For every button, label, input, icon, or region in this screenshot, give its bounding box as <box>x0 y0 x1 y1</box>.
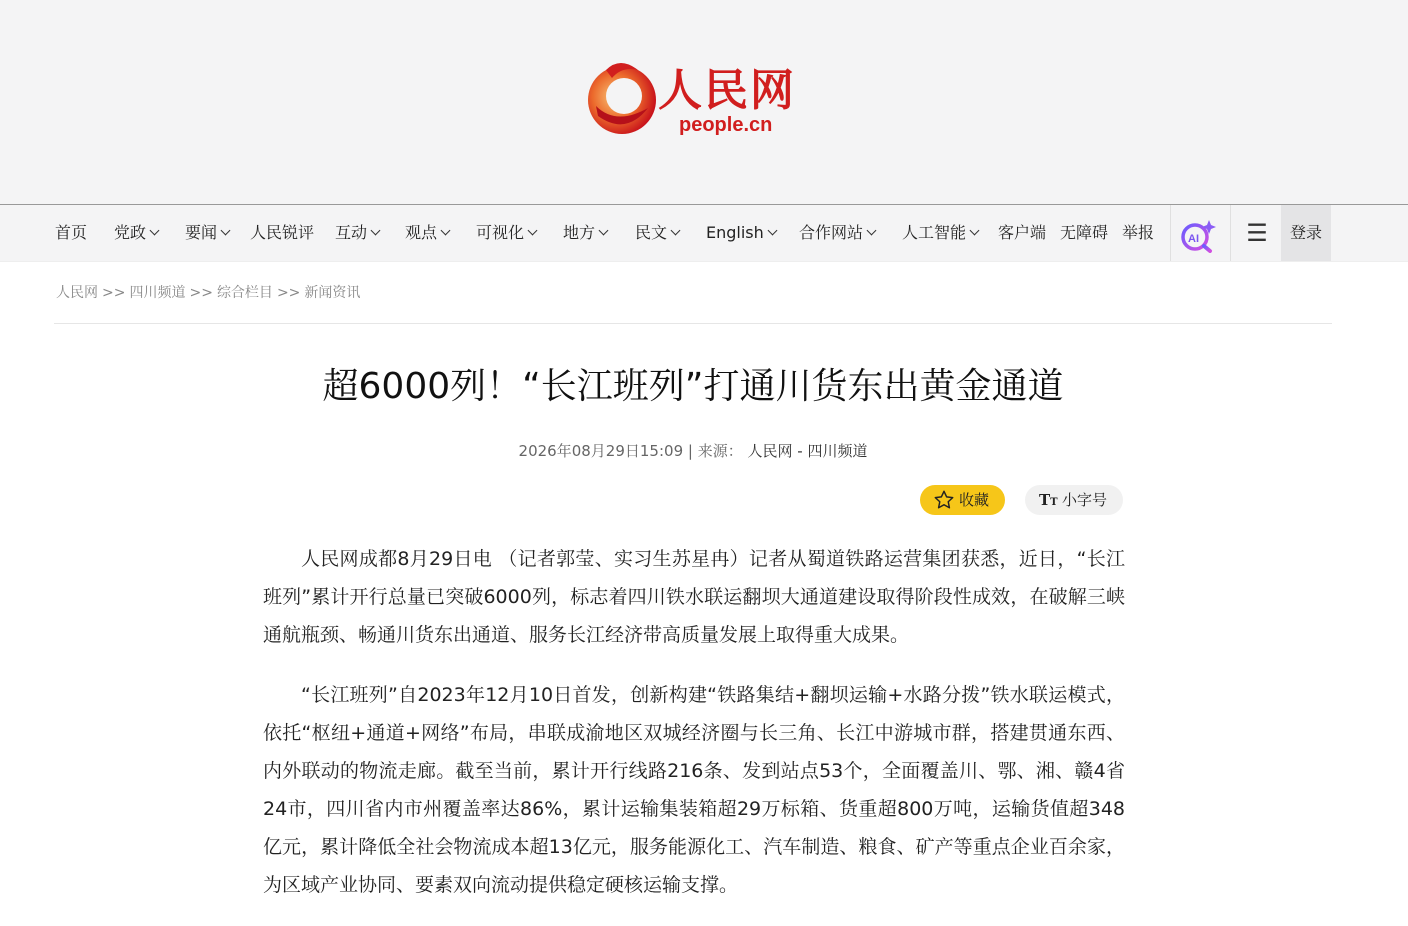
nav-item-minority-languages[interactable] <box>635 205 679 261</box>
favorite-button[interactable] <box>920 485 1005 515</box>
chevron-down-icon <box>671 226 681 236</box>
article-title: 超6000列！“长江班列”打通川货东出黄金通道 <box>322 366 1064 407</box>
logo-mark-icon <box>586 60 658 136</box>
breadcrumb-link-news[interactable]: 新闻资讯 <box>304 285 361 301</box>
breadcrumb-separator: >> <box>102 285 126 301</box>
article-datetime: 2026年08月29日15:09 <box>518 442 684 460</box>
chevron-down-icon <box>970 226 980 236</box>
nav-item-label: English <box>706 223 764 242</box>
login-button[interactable]: 登录 <box>1281 205 1331 261</box>
nav-item-label: 无障碍 <box>1060 223 1109 242</box>
nav-item-news[interactable] <box>185 205 229 261</box>
article-source-link[interactable]: 人民网 - 四川频道 <box>747 442 868 460</box>
chevron-down-icon <box>767 226 777 236</box>
chevron-down-icon <box>441 226 451 236</box>
nav-item-label: 民文 <box>635 223 668 242</box>
nav-item-label: 举报 <box>1122 223 1155 242</box>
breadcrumb <box>56 282 360 302</box>
chevron-down-icon <box>150 226 160 236</box>
nav-item-label: 人民锐评 <box>250 223 315 242</box>
nav-item-politics[interactable] <box>114 205 158 261</box>
nav-item-label: 人工智能 <box>902 223 967 242</box>
article-paragraph: 人民网成都8月29日电 （记者郭莹、实习生苏星冉）记者从蜀道铁路运营集团获悉，近日，“长江班列”累计开行总量已突破6000列，标志着四川铁水联运翻坝大通道建设取得阶段性成效，在破解三峡通航瓶颈、畅通川货东出通道、服务长江经济带高质量发展上取得重大成果。 <box>263 548 1125 646</box>
nav-item-label: 地方 <box>563 223 596 242</box>
breadcrumb-link-general[interactable]: 综合栏目 <box>216 285 273 301</box>
chevron-down-icon <box>599 226 609 236</box>
hamburger-menu-icon[interactable]: ☰ <box>1246 219 1268 247</box>
ai-search-icon[interactable] <box>1178 217 1218 253</box>
nav-item-ai[interactable] <box>902 205 978 261</box>
nav-item-visualization[interactable] <box>476 205 536 261</box>
svg-text:AI: AI <box>1188 233 1199 245</box>
breadcrumb-link-home[interactable]: 人民网 <box>56 285 98 301</box>
nav-item-english[interactable] <box>706 205 776 261</box>
breadcrumb-link-sichuan[interactable]: 四川频道 <box>129 285 186 301</box>
favorite-label: 收藏 <box>959 491 990 509</box>
star-icon <box>933 489 955 511</box>
chevron-down-icon <box>221 226 231 236</box>
nav-item-label: 可视化 <box>476 223 525 242</box>
nav-item-local[interactable] <box>563 205 607 261</box>
nav-item-home[interactable] <box>55 205 87 261</box>
nav-divider <box>1230 205 1231 261</box>
nav-item-label: 合作网站 <box>799 223 864 242</box>
breadcrumb-separator: >> <box>189 285 213 301</box>
font-size-button[interactable] <box>1025 485 1123 515</box>
nav-divider <box>1170 205 1171 261</box>
article-body <box>263 540 1125 926</box>
nav-item-label: 互动 <box>335 223 368 242</box>
chevron-down-icon <box>867 226 877 236</box>
people-cn-logo[interactable] <box>586 58 806 144</box>
article-paragraph: “长江班列”自2023年12月10日首发，创新构建“铁路集结+翻坝运输+水路分拨”铁水联运模式，依托“枢纽+通道+网络”布局，串联成渝地区双城经济圈与长三角、长江中游城市群，搭建贯通东西、内外联动的物流走廊。截至当前，累计开行线路216条、发到站点53个，全面覆盖川、鄂、湘、赣4省24市，四川省内市州覆盖率达86%，累计运输集装箱超29万标箱、货重超800万吨，运输货值超348亿元，累计降低全社会物流成本超13亿元，服务能源化工、汽车制造、粮食、矿产等重点企业百余家，为区域产业协同、要素双向流动提供稳定硬核运输支撑。 <box>263 684 1125 896</box>
nav-item-label: 要闻 <box>185 223 218 242</box>
breadcrumb-separator: >> <box>276 285 301 301</box>
nav-item-label: 观点 <box>405 223 438 242</box>
chevron-down-icon <box>528 226 538 236</box>
logo-english-text: people.cn <box>679 114 773 136</box>
nav-item-client[interactable] <box>998 205 1046 261</box>
font-size-label: 小字号 <box>1062 491 1108 509</box>
nav-item-opinion[interactable] <box>405 205 449 261</box>
text-size-icon: TT <box>1039 491 1058 509</box>
nav-item-partner-sites[interactable] <box>799 205 875 261</box>
nav-item-accessibility[interactable] <box>1060 205 1108 261</box>
chevron-down-icon <box>371 226 381 236</box>
article-meta <box>0 440 1386 461</box>
logo-chinese-text: 人民网 <box>658 65 796 116</box>
breadcrumb-divider <box>54 323 1332 324</box>
nav-item-label: 客户端 <box>998 223 1047 242</box>
site-header <box>0 0 1408 205</box>
nav-item-label: 党政 <box>114 223 147 242</box>
nav-item-report[interactable] <box>1122 205 1154 261</box>
nav-item-label: 首页 <box>55 223 88 242</box>
nav-item-commentary[interactable] <box>250 205 314 261</box>
nav-item-interaction[interactable] <box>335 205 379 261</box>
main-nav <box>0 205 1408 262</box>
article-source-prefix: | 来源： <box>687 442 743 460</box>
